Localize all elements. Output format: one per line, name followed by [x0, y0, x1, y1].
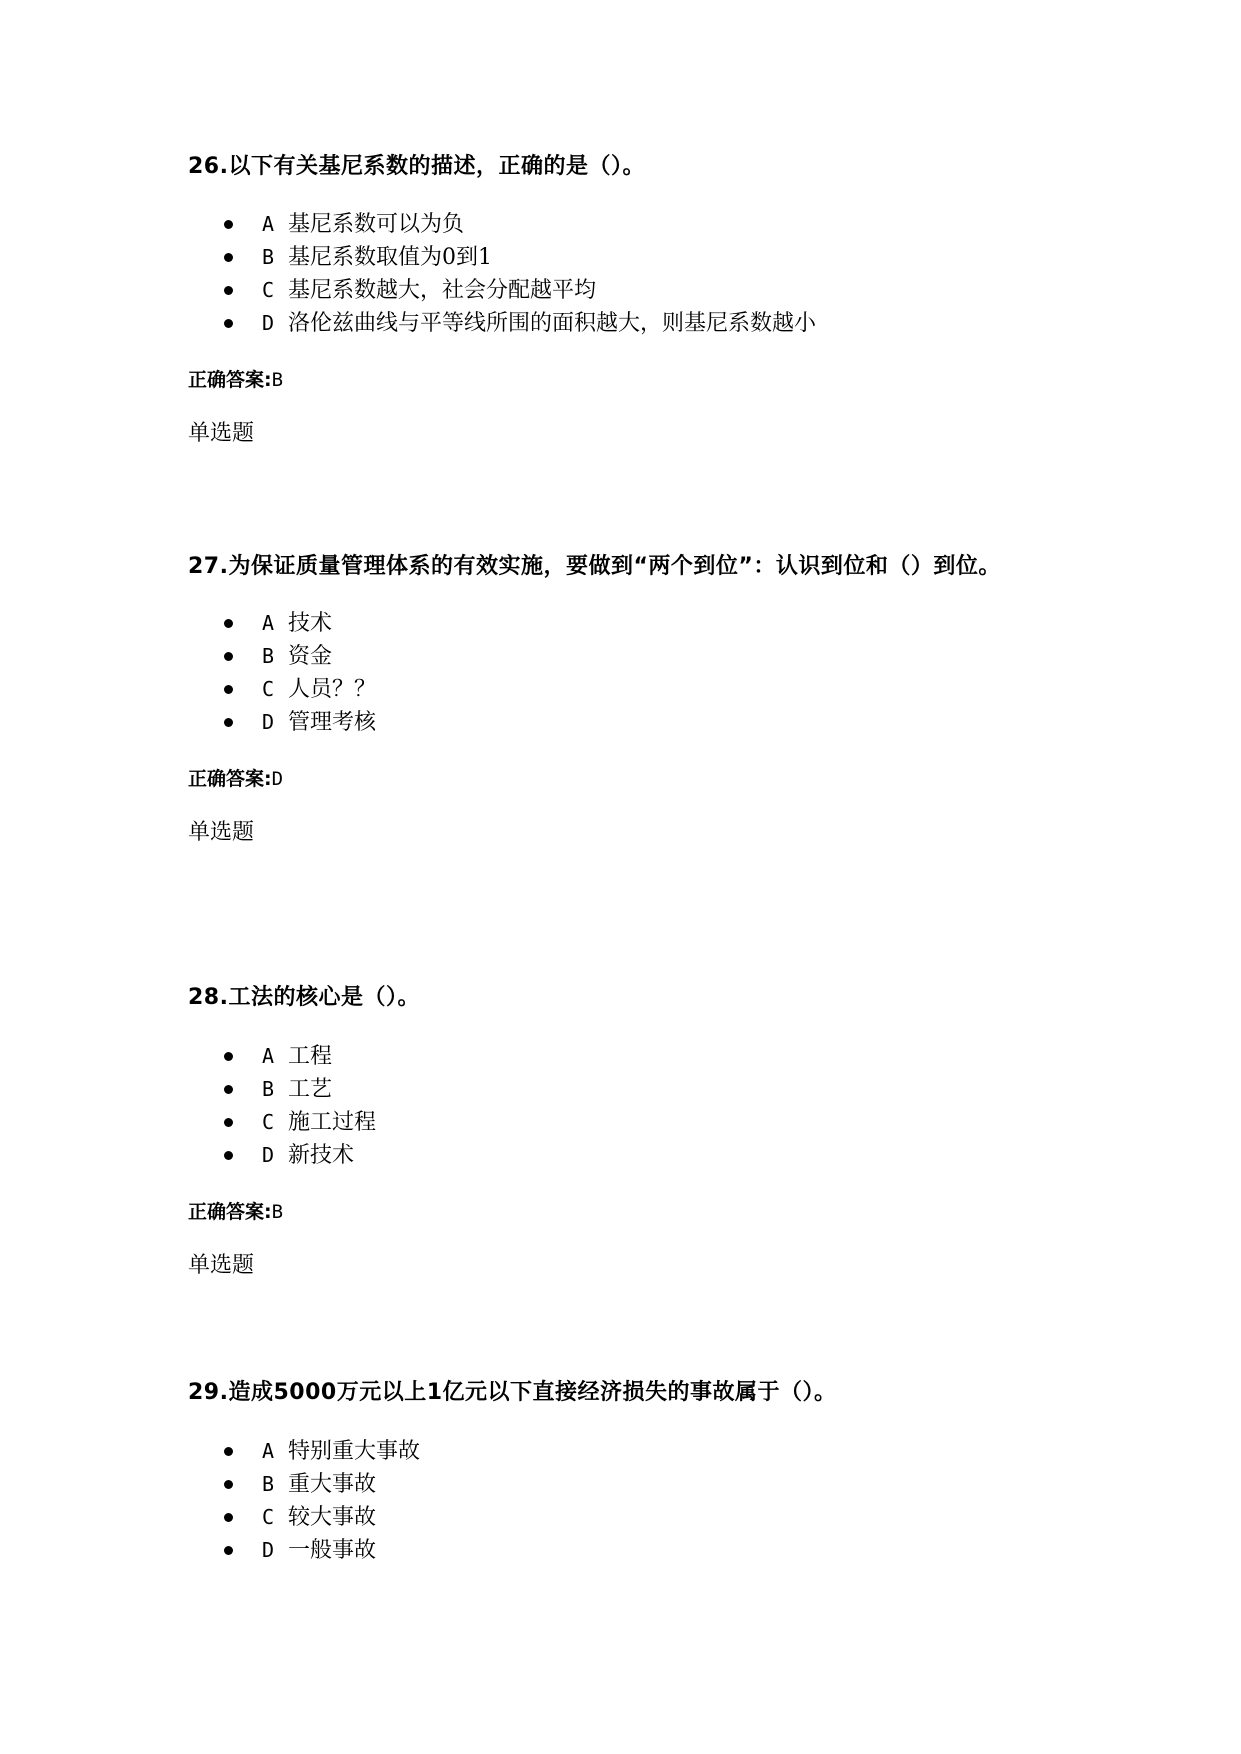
option-b — [188, 640, 1068, 673]
question-title: 29.造成5000万元以上1亿元以下直接经济损失的事故属于（）。 — [188, 1380, 837, 1405]
question-29 — [188, 1376, 1068, 1567]
option-letter: A — [262, 1044, 275, 1068]
option-text: 较大事故 — [288, 1505, 377, 1530]
bullet-icon — [224, 1085, 233, 1094]
option-d — [188, 1534, 1068, 1567]
option-text: 基尼系数取值为0到1 — [288, 245, 492, 270]
option-c — [188, 673, 1068, 706]
option-d — [188, 307, 1068, 340]
bullet-icon — [224, 1546, 233, 1555]
answer-label: 正确答案: — [188, 369, 272, 391]
question-title: 28.工法的核心是（）。 — [188, 985, 420, 1010]
question-27 — [188, 550, 1068, 849]
bullet-icon — [224, 652, 233, 661]
bullet-icon — [224, 286, 233, 295]
option-c — [188, 1106, 1068, 1139]
option-d — [188, 706, 1068, 739]
option-text: 新技术 — [288, 1143, 355, 1168]
option-letter: D — [262, 1143, 275, 1167]
option-text: 特别重大事故 — [288, 1439, 421, 1464]
answer-label: 正确答案: — [188, 768, 272, 790]
bullet-icon — [224, 685, 233, 694]
bullet-icon — [224, 718, 233, 727]
answer-label: 正确答案: — [188, 1201, 272, 1223]
option-c — [188, 1501, 1068, 1534]
option-text: 基尼系数越大，社会分配越平均 — [288, 278, 597, 303]
bullet-icon — [224, 220, 233, 229]
option-text: 管理考核 — [288, 710, 377, 735]
question-title: 27.为保证质量管理体系的有效实施，要做到“两个到位”：认识到位和（）到位。 — [188, 554, 1001, 579]
option-a — [188, 208, 1068, 241]
option-letter: B — [262, 644, 275, 668]
option-list — [188, 607, 1068, 739]
option-letter: C — [262, 1505, 275, 1529]
option-text: 资金 — [288, 644, 333, 669]
option-letter: B — [262, 245, 275, 269]
option-a — [188, 607, 1068, 640]
option-letter: B — [262, 1472, 275, 1496]
question-title: 26.以下有关基尼系数的描述，正确的是（）。 — [188, 154, 645, 179]
bullet-icon — [224, 253, 233, 262]
answer-value: D — [271, 768, 284, 790]
bullet-icon — [224, 319, 233, 328]
option-text: 工艺 — [288, 1077, 333, 1102]
option-letter: C — [262, 278, 275, 302]
option-letter: C — [262, 1110, 275, 1134]
option-letter: B — [262, 1077, 275, 1101]
correct-answer — [188, 763, 1068, 794]
option-b — [188, 1468, 1068, 1501]
option-letter: A — [262, 212, 275, 236]
question-28 — [188, 981, 1068, 1282]
option-letter: A — [262, 1439, 275, 1463]
option-a — [188, 1435, 1068, 1468]
option-a — [188, 1040, 1068, 1073]
correct-answer — [188, 1196, 1068, 1227]
option-d — [188, 1139, 1068, 1172]
option-letter: D — [262, 710, 275, 734]
option-b — [188, 1073, 1068, 1106]
option-list — [188, 1435, 1068, 1567]
question-26 — [188, 150, 1068, 450]
option-letter: D — [262, 1538, 275, 1562]
bullet-icon — [224, 1118, 233, 1127]
option-text: 人员？？ — [288, 677, 377, 702]
bullet-icon — [224, 1447, 233, 1456]
bullet-icon — [224, 1513, 233, 1522]
option-letter: D — [262, 311, 275, 335]
option-letter: C — [262, 677, 275, 701]
answer-value: B — [271, 369, 284, 391]
bullet-icon — [224, 619, 233, 628]
option-list — [188, 208, 1068, 340]
option-text: 重大事故 — [288, 1472, 377, 1497]
bullet-icon — [224, 1052, 233, 1061]
question-type-label: 单选题 — [188, 1253, 255, 1278]
option-text: 技术 — [288, 611, 333, 636]
option-text: 洛伦兹曲线与平等线所围的面积越大，则基尼系数越小 — [288, 311, 817, 336]
bullet-icon — [224, 1480, 233, 1489]
option-c — [188, 274, 1068, 307]
option-text: 工程 — [288, 1044, 333, 1069]
option-text: 施工过程 — [288, 1110, 377, 1135]
option-b — [188, 241, 1068, 274]
option-letter: A — [262, 611, 275, 635]
correct-answer — [188, 364, 1068, 395]
question-type-label: 单选题 — [188, 421, 255, 446]
bullet-icon — [224, 1151, 233, 1160]
option-text: 基尼系数可以为负 — [288, 212, 465, 237]
answer-value: B — [271, 1201, 284, 1223]
question-type-label: 单选题 — [188, 820, 255, 845]
option-text: 一般事故 — [288, 1538, 377, 1563]
option-list — [188, 1040, 1068, 1172]
